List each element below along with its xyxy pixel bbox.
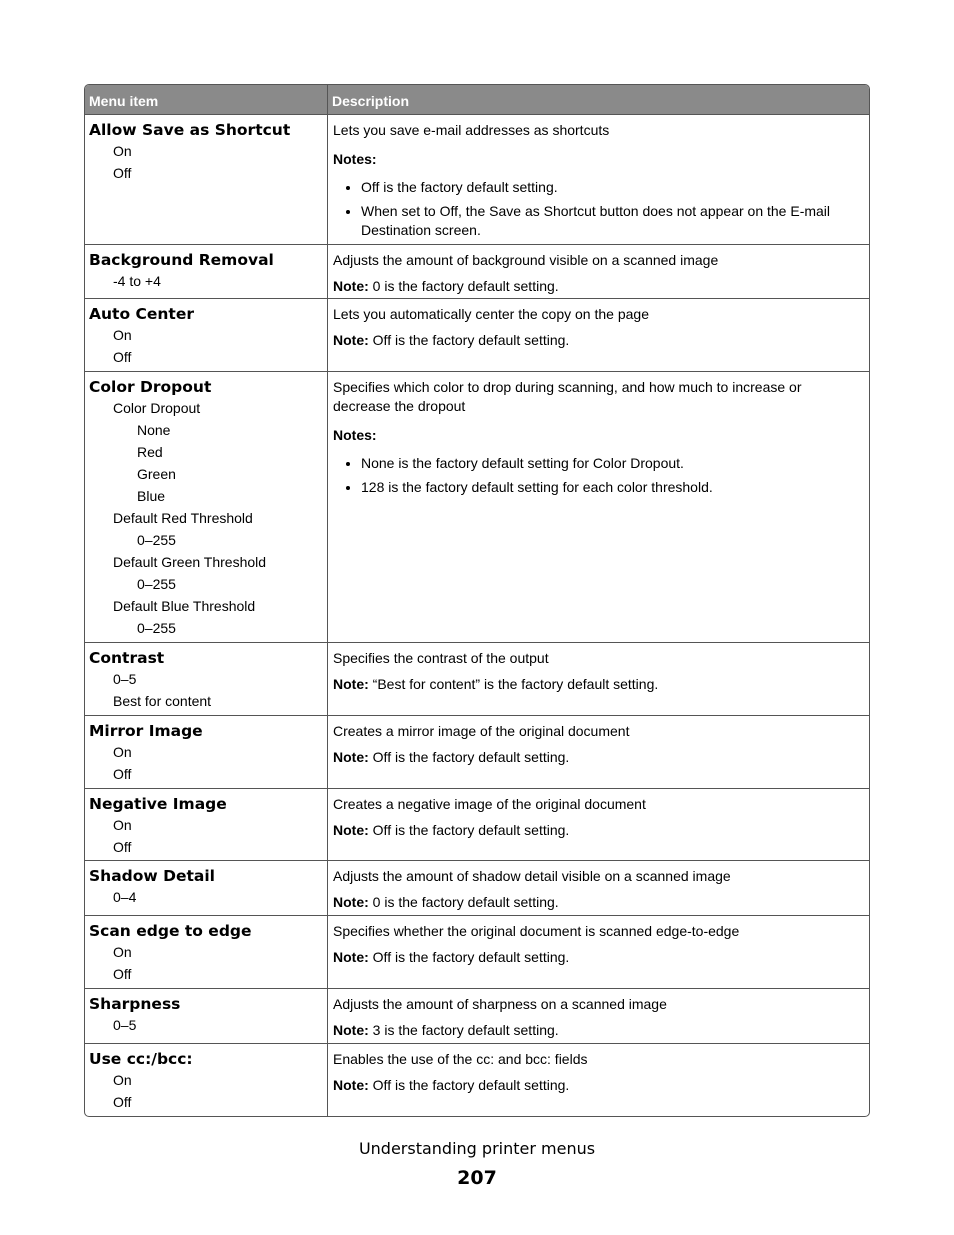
menu-option: Off — [113, 766, 132, 782]
menu-item-title: Background Removal — [89, 251, 274, 269]
description-text: Creates a mirror image of the original document — [333, 723, 630, 739]
menu-option: 0–5 — [113, 1017, 137, 1033]
note-text: 3 is the factory default setting. — [368, 1022, 559, 1038]
menu-item-cell — [85, 916, 328, 988]
description-text: Specifies the contrast of the output — [333, 650, 549, 666]
menu-option: On — [113, 1072, 132, 1088]
table-row — [85, 916, 869, 989]
description-text: Enables the use of the cc: and bcc: fields — [333, 1051, 588, 1067]
header-menu-item: Menu item — [85, 85, 328, 114]
menu-item-title: Scan edge to edge — [89, 922, 252, 940]
menu-option: 0–4 — [113, 889, 137, 905]
description-cell — [328, 716, 869, 788]
menu-option: 0–255 — [137, 532, 176, 548]
description-cell — [328, 245, 869, 298]
table-header — [85, 85, 869, 115]
menu-item-title: Allow Save as Shortcut — [89, 121, 291, 139]
description-text: Adjusts the amount of background visible on a scanned image — [333, 252, 719, 268]
menu-item-cell — [85, 989, 328, 1043]
description-text: Adjusts the amount of shadow detail visible on a scanned image — [333, 868, 731, 884]
menu-option: Off — [113, 349, 132, 365]
note-bullet: • None is the factory default setting for Color Dropout. — [361, 454, 861, 473]
note — [333, 948, 861, 967]
note — [333, 893, 861, 912]
description-cell — [328, 989, 869, 1043]
menu-item-cell — [85, 789, 328, 860]
menu-option: 0–5 — [113, 671, 137, 687]
note-bullet: • Off is the factory default setting. — [361, 178, 861, 197]
menu-table — [84, 84, 870, 1117]
notes-heading: Notes: — [333, 427, 377, 443]
menu-option: On — [113, 944, 132, 960]
page-number: 207 — [457, 1167, 497, 1189]
note-label: Note: — [333, 949, 369, 965]
table-body — [85, 115, 869, 1116]
note-text: Off is the factory default setting. — [368, 949, 570, 965]
table-row — [85, 299, 869, 372]
description-cell — [328, 861, 869, 915]
menu-option: Blue — [137, 488, 166, 504]
note-text: Off is the factory default setting. — [368, 1077, 570, 1093]
note-label: Note: — [333, 1077, 369, 1093]
description-text: Lets you save e-mail addresses as shortcuts — [333, 122, 610, 138]
menu-option: Green — [137, 466, 176, 482]
menu-option: Off — [113, 966, 132, 982]
note-text: Off is the factory default setting. — [368, 332, 570, 348]
description-text: Adjusts the amount of sharpness on a scanned image — [333, 996, 667, 1012]
note-bullet: • When set to Off, the Save as Shortcut button does not appear on the E-mail Destination screen. — [361, 202, 861, 240]
menu-item-cell — [85, 861, 328, 915]
note-label: Note: — [333, 894, 369, 910]
note-label: Note: — [333, 1022, 369, 1038]
menu-item-cell — [85, 372, 328, 642]
menu-item-title: Auto Center — [89, 305, 194, 323]
note-label: Note: — [333, 278, 369, 294]
note-label: Note: — [333, 676, 369, 692]
table-row — [85, 716, 869, 789]
description-cell — [328, 643, 869, 715]
note-text: Off is the factory default setting. — [368, 749, 570, 765]
table-row — [85, 643, 869, 716]
table-row — [85, 115, 869, 245]
menu-option: Off — [113, 165, 132, 181]
menu-option: Default Red Threshold — [113, 510, 253, 526]
menu-option: Default Blue Threshold — [113, 598, 256, 614]
note — [333, 1021, 861, 1040]
menu-option: Red — [137, 444, 163, 460]
menu-item-title: Negative Image — [89, 795, 227, 813]
menu-option: Best for content — [113, 693, 212, 709]
notes-list — [333, 454, 861, 497]
header-description: Description — [332, 93, 410, 109]
menu-item-cell — [85, 1044, 328, 1116]
menu-item-title: Use cc:/bcc: — [89, 1050, 193, 1068]
menu-option: Off — [113, 839, 132, 855]
menu-option: On — [113, 327, 132, 343]
note — [333, 675, 861, 694]
menu-option: Off — [113, 1094, 132, 1110]
menu-item-title: Sharpness — [89, 995, 181, 1013]
menu-item-title: Contrast — [89, 649, 165, 667]
note-text: 0 is the factory default setting. — [368, 278, 559, 294]
table-row — [85, 789, 869, 861]
menu-item-cell — [85, 115, 328, 244]
note-text: 0 is the factory default setting. — [368, 894, 559, 910]
table-row — [85, 861, 869, 916]
note — [333, 277, 861, 296]
note — [333, 821, 861, 840]
menu-option: On — [113, 143, 132, 159]
menu-item-cell — [85, 299, 328, 371]
description-text: Specifies which color to drop during scanning, and how much to increase or decrease the dropout — [333, 379, 802, 414]
table-row — [85, 245, 869, 299]
notes-heading: Notes: — [333, 151, 377, 167]
description-cell — [328, 789, 869, 860]
menu-option: Default Green Threshold — [113, 554, 267, 570]
description-cell — [328, 372, 869, 642]
note — [333, 331, 861, 350]
note-label: Note: — [333, 332, 369, 348]
description-cell — [328, 916, 869, 988]
menu-option: On — [113, 744, 132, 760]
note-label: Note: — [333, 822, 369, 838]
menu-item-cell — [85, 245, 328, 298]
note-text: Off is the factory default setting. — [368, 822, 570, 838]
notes-list — [333, 178, 861, 240]
menu-option: 0–255 — [137, 620, 176, 636]
menu-option: None — [137, 422, 171, 438]
menu-item-title: Shadow Detail — [89, 867, 215, 885]
menu-item-title: Color Dropout — [89, 378, 212, 396]
note-bullet: • 128 is the factory default setting for each color threshold. — [361, 478, 861, 497]
note — [333, 1076, 861, 1095]
table-row — [85, 1044, 869, 1116]
menu-item-title: Mirror Image — [89, 722, 203, 740]
footer-section-title: Understanding printer menus — [358, 1139, 596, 1158]
description-text: Specifies whether the original document is scanned edge-to-edge — [333, 923, 740, 939]
table-row — [85, 989, 869, 1044]
description-cell — [328, 299, 869, 371]
menu-option: Color Dropout — [113, 400, 201, 416]
menu-option: On — [113, 817, 132, 833]
description-cell — [328, 115, 869, 244]
description-text: Creates a negative image of the original document — [333, 796, 646, 812]
menu-option: 0–255 — [137, 576, 176, 592]
note-text: “Best for content” is the factory default setting. — [368, 676, 659, 692]
description-text: Lets you automatically center the copy on the page — [333, 306, 649, 322]
description-cell — [328, 1044, 869, 1116]
menu-item-cell — [85, 643, 328, 715]
note — [333, 748, 861, 767]
table-row — [85, 372, 869, 643]
note-label: Note: — [333, 749, 369, 765]
menu-option: -4 to +4 — [113, 273, 161, 289]
menu-item-cell — [85, 716, 328, 788]
